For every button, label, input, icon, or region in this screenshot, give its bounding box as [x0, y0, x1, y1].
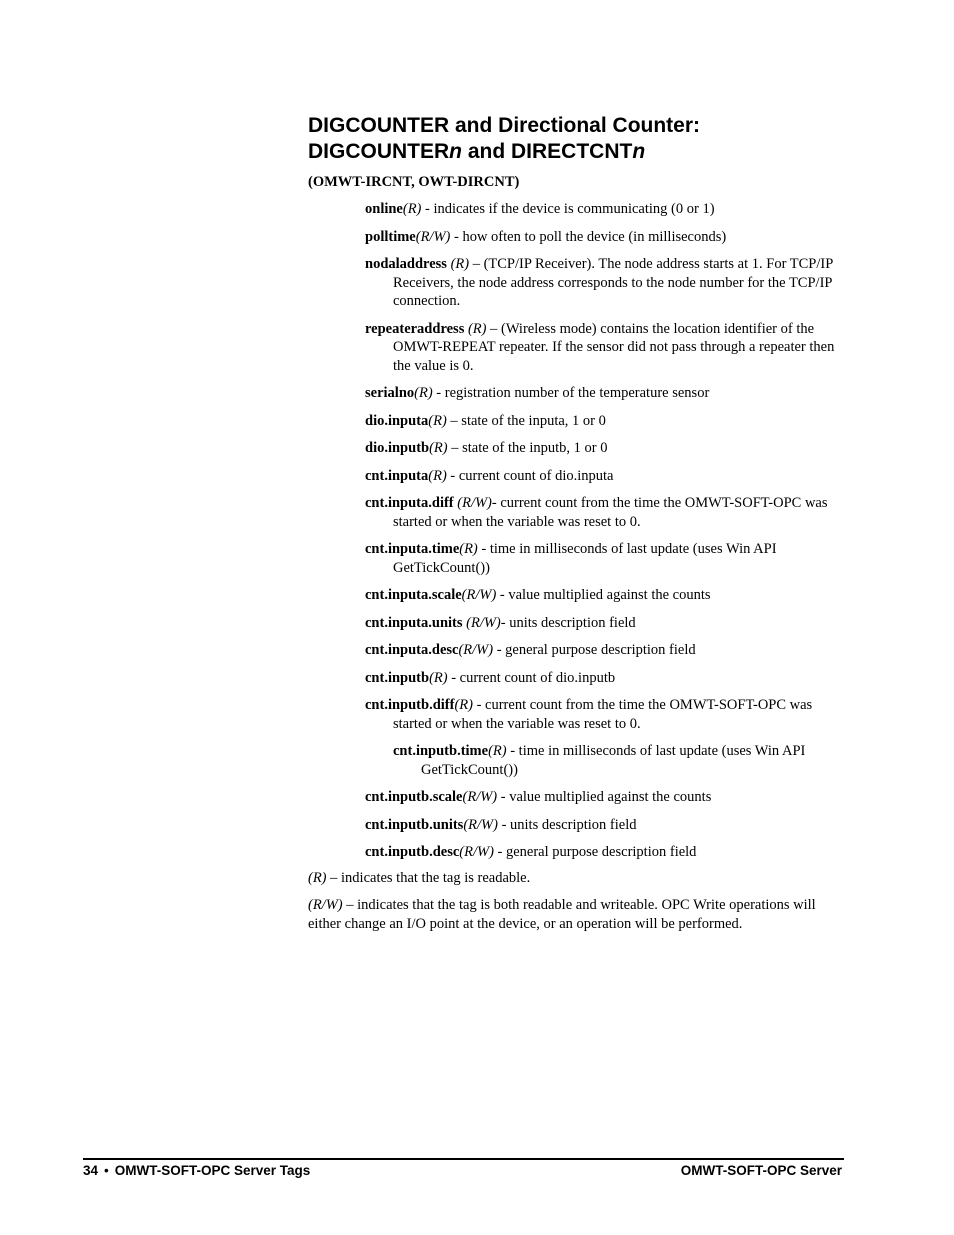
tag-item-polltime: polltime(R/W) - how often to poll the device (in milliseconds): [365, 228, 727, 245]
tag-item-dio-inputb: dio.inputb(R) – state of the inputb, 1 or 0: [365, 440, 608, 456]
tag-list: [365, 200, 840, 871]
footer-divider: [83, 1158, 844, 1160]
footer-document-title: OMWT-SOFT-OPC Server: [680, 1163, 842, 1178]
page-number: 34: [83, 1163, 99, 1178]
model-subheading: (OMWT-IRCNT, OWT-DIRCNT): [308, 174, 520, 190]
tag-item-serialno: serialno(R) - registration number of the temperature sensor: [365, 385, 710, 401]
access-notes: [308, 869, 848, 942]
bullet-icon: •: [104, 1163, 109, 1178]
tag-item-cnt-inputb-diff: cnt.inputb.diff(R) - current count from the time the OMWT-SOFT-OPC was started or when the variable was reset to 0.: [365, 697, 813, 732]
section-heading: [308, 113, 868, 165]
tag-item-nodaladdress: nodaladdress (R) – (TCP/IP Receiver). The node address starts at 1. For TCP/IP Receivers, the node address corresponds to the node number for the TCP/IP connection.: [365, 256, 833, 309]
heading-line-2: DIGCOUNTERn and DIRECTCNTn: [308, 140, 646, 163]
tag-item-repeateraddress: repeateraddress (R) – (Wireless mode) contains the location identifier of the OMWT-REPEAT repeater. If the sensor did not pass through a repeater then the value is 0.: [365, 320, 835, 374]
tag-item-cnt-inputa-scale: cnt.inputa.scale(R/W) - value multiplied against the counts: [365, 587, 711, 603]
tag-item-dio-inputa: dio.inputa(R) – state of the inputa, 1 or 0: [365, 412, 606, 429]
tag-item-cnt-inputb-desc: cnt.inputb.desc(R/W) - general purpose description field: [365, 844, 697, 860]
tag-item-cnt-inputb-time: cnt.inputb.time(R) - time in milliseconds of last update (uses Win API GetTickCount()): [393, 743, 806, 778]
heading-line-1: DIGCOUNTER and Directional Counter:: [308, 114, 701, 137]
note-readable: (R) – indicates that the tag is readable.: [308, 870, 531, 886]
footer-section-title: OMWT-SOFT-OPC Server Tags: [114, 1163, 311, 1178]
note-read-write: (R/W) – indicates that the tag is both readable and writeable. OPC Write operations will either change an I/O point at the device, or an operation will be performed.: [308, 897, 816, 932]
tag-item-cnt-inputa: cnt.inputa(R) - current count of dio.inputa: [365, 467, 614, 484]
tag-item-cnt-inputb: cnt.inputb(R) - current count of dio.inputb: [365, 669, 616, 686]
footer-left: [83, 1162, 310, 1179]
tag-item-cnt-inputb-scale: cnt.inputb.scale(R/W) - value multiplied against the counts: [365, 789, 712, 805]
tag-item-cnt-inputa-units: cnt.inputa.units (R/W)- units description field: [365, 614, 636, 631]
tag-item-cnt-inputa-diff: cnt.inputa.diff (R/W)- current count from the time the OMWT-SOFT-OPC was started or when the variable was reset to 0.: [365, 495, 828, 530]
tag-item-cnt-inputb-units: cnt.inputb.units(R/W) - units description field: [365, 816, 637, 833]
tag-item-online: online(R) - indicates if the device is communicating (0 or 1): [365, 201, 715, 217]
tag-item-cnt-inputa-desc: cnt.inputa.desc(R/W) - general purpose description field: [365, 642, 696, 658]
tag-item-cnt-inputa-time: cnt.inputa.time(R) - time in milliseconds of last update (uses Win API GetTickCount()): [365, 541, 777, 576]
